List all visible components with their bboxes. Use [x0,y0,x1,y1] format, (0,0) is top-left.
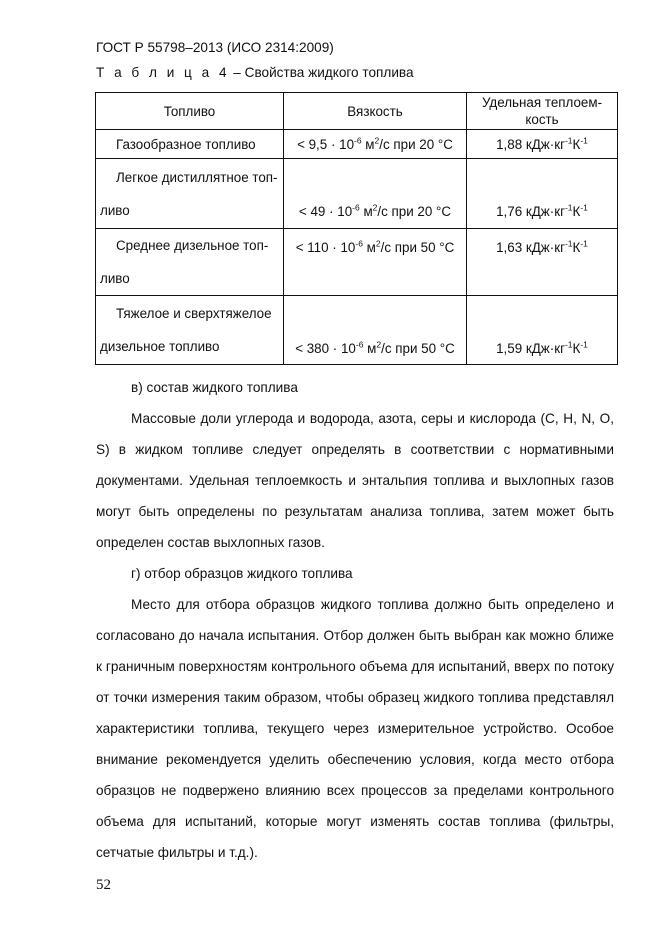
heat-capacity-cell [467,159,618,229]
heat-capacity-cell [467,229,618,296]
fuel-cell [96,159,284,229]
header-heat-capacity [467,93,618,130]
viscosity-unit-exponent: 2 [375,238,381,249]
viscosity-cell [284,159,467,229]
body-text [96,372,614,868]
table-row [96,229,618,296]
heat-capacity-value: 1,76 кДж·кг [496,204,565,219]
heat-capacity-unit: К [572,204,581,219]
viscosity-exponent: -6 [354,135,362,146]
table-caption-title: – Свойства жидкого топлива [229,65,414,80]
viscosity-condition: /с при 50 °C [380,239,455,255]
table-caption-prefix: Т а б л и ц а 4 [96,65,230,80]
fuel-name-line-1: Легкое дистиллятное топ- [116,169,278,185]
viscosity-unit: м [361,136,375,152]
viscosity-unit: м [359,204,373,219]
fuel-cell [96,229,284,296]
fuel-cell [96,130,284,159]
header-viscosity: Вязкость [284,93,467,130]
heat-capacity-exponent-2: -1 [580,339,588,350]
table-caption [96,65,414,80]
fuel-name-line-1: Тяжелое и сверхтяжелое [116,306,272,321]
fuel-name-line-1: Среднее дизельное топ- [116,238,269,253]
header-fuel: Топливо [96,93,284,130]
fuel-name [96,161,283,227]
heat-capacity-value: 1,63 кДж·кг [496,239,565,255]
fuel-name: Газообразное топливо [116,136,256,152]
viscosity-unit-exponent: 2 [372,202,378,213]
header-heat-capacity-line-2: кость [525,112,559,127]
viscosity-value: < 9,5 · 10 [297,136,355,152]
heat-capacity-value: 1,59 кДж·кг [496,340,565,356]
table-header-row [96,93,618,130]
section-heading-fuel-composition: в) состав жидкого топлива [131,380,298,395]
viscosity-unit-exponent: 2 [374,135,380,146]
fuel-name [96,297,283,363]
viscosity-condition: /с при 20 °C [379,136,453,152]
heat-capacity-unit: К [572,340,581,356]
page-number: 52 [96,877,111,893]
heat-capacity-exponent: -1 [564,202,573,213]
fuel-name-line-2: дизельное топливо [100,339,220,354]
viscosity-cell [284,296,467,365]
viscosity-cell [284,130,467,159]
viscosity-value: < 380 · 10 [295,340,356,356]
table-row [96,296,618,365]
document-header: ГОСТ Р 55798–2013 (ИСО 2314:2009) [96,40,334,55]
table-row [96,130,618,159]
viscosity-unit-exponent: 2 [376,339,382,350]
fuel-name-line-2: ливо [100,202,130,218]
heat-capacity-exponent: -1 [564,238,573,249]
viscosity-exponent: -6 [355,339,364,350]
heat-capacity-cell [467,130,618,159]
fuel-name [96,229,283,295]
viscosity-value: < 110 · 10 [295,239,356,255]
paragraph-fuel-sampling: Место для отбора образцов жидкого топлива должно быть определено и согласовано до начала испытания. Отбор должен быть выбран как можно ближе к граничным поверхностям контрольного объема для испытаний, вверх по потоку от точки измерения таким образом, чтобы образец жидкого топлива представлял характеристики топлива, текущего через измерительное устройство. Особое внимание рекомендуется уделить обеспечению условия, когда место отбора образцов не подвержено влиянию всех процессов за пределами контрольного объема для испытаний, которые могут изменять состав топлива (фильтры, сетчатые фильтры и т.д.). [96,597,614,860]
header-heat-capacity-text [467,94,617,128]
heat-capacity-exponent-2: -1 [580,202,588,213]
viscosity-unit: м [363,340,377,356]
viscosity-exponent: -6 [355,238,363,249]
heat-capacity-exponent: -1 [564,339,573,350]
fuel-properties-table [95,92,618,365]
viscosity-exponent: -6 [352,202,360,213]
table-row [96,159,618,229]
heat-capacity-exponent-2: -1 [580,135,588,146]
viscosity-unit: м [362,239,376,255]
viscosity-condition: /с при 50 °C [381,340,455,356]
section-heading-fuel-sampling: г) отбор образцов жидкого топлива [131,566,353,581]
header-heat-capacity-line-1: Удельная теплоем- [481,95,603,110]
heat-capacity-cell [467,296,618,365]
viscosity-cell [284,229,467,296]
heat-capacity-unit: К [572,136,581,152]
heat-capacity-value: 1,88 кДж·кг [496,136,565,152]
heat-capacity-exponent-2: -1 [580,238,588,249]
fuel-cell [96,296,284,365]
fuel-name-line-2: ливо [100,271,130,286]
heat-capacity-exponent: -1 [564,135,573,146]
viscosity-condition: /с при 20 °C [377,204,452,219]
heat-capacity-unit: К [572,239,581,255]
paragraph-fuel-composition: Массовые доли углерода и водорода, азота, серы и кислорода (C, H, N, O, S) в жидком топливе следует определять в соответствии с нормативными документами. Удельная теплоемкость и энтальпия топлива и выхлопных газов могут быть определены по результатам анализа топлива, затем может быть определен состав выхлопных газов. [96,411,614,550]
viscosity-value: < 49 · 10 [298,204,353,219]
